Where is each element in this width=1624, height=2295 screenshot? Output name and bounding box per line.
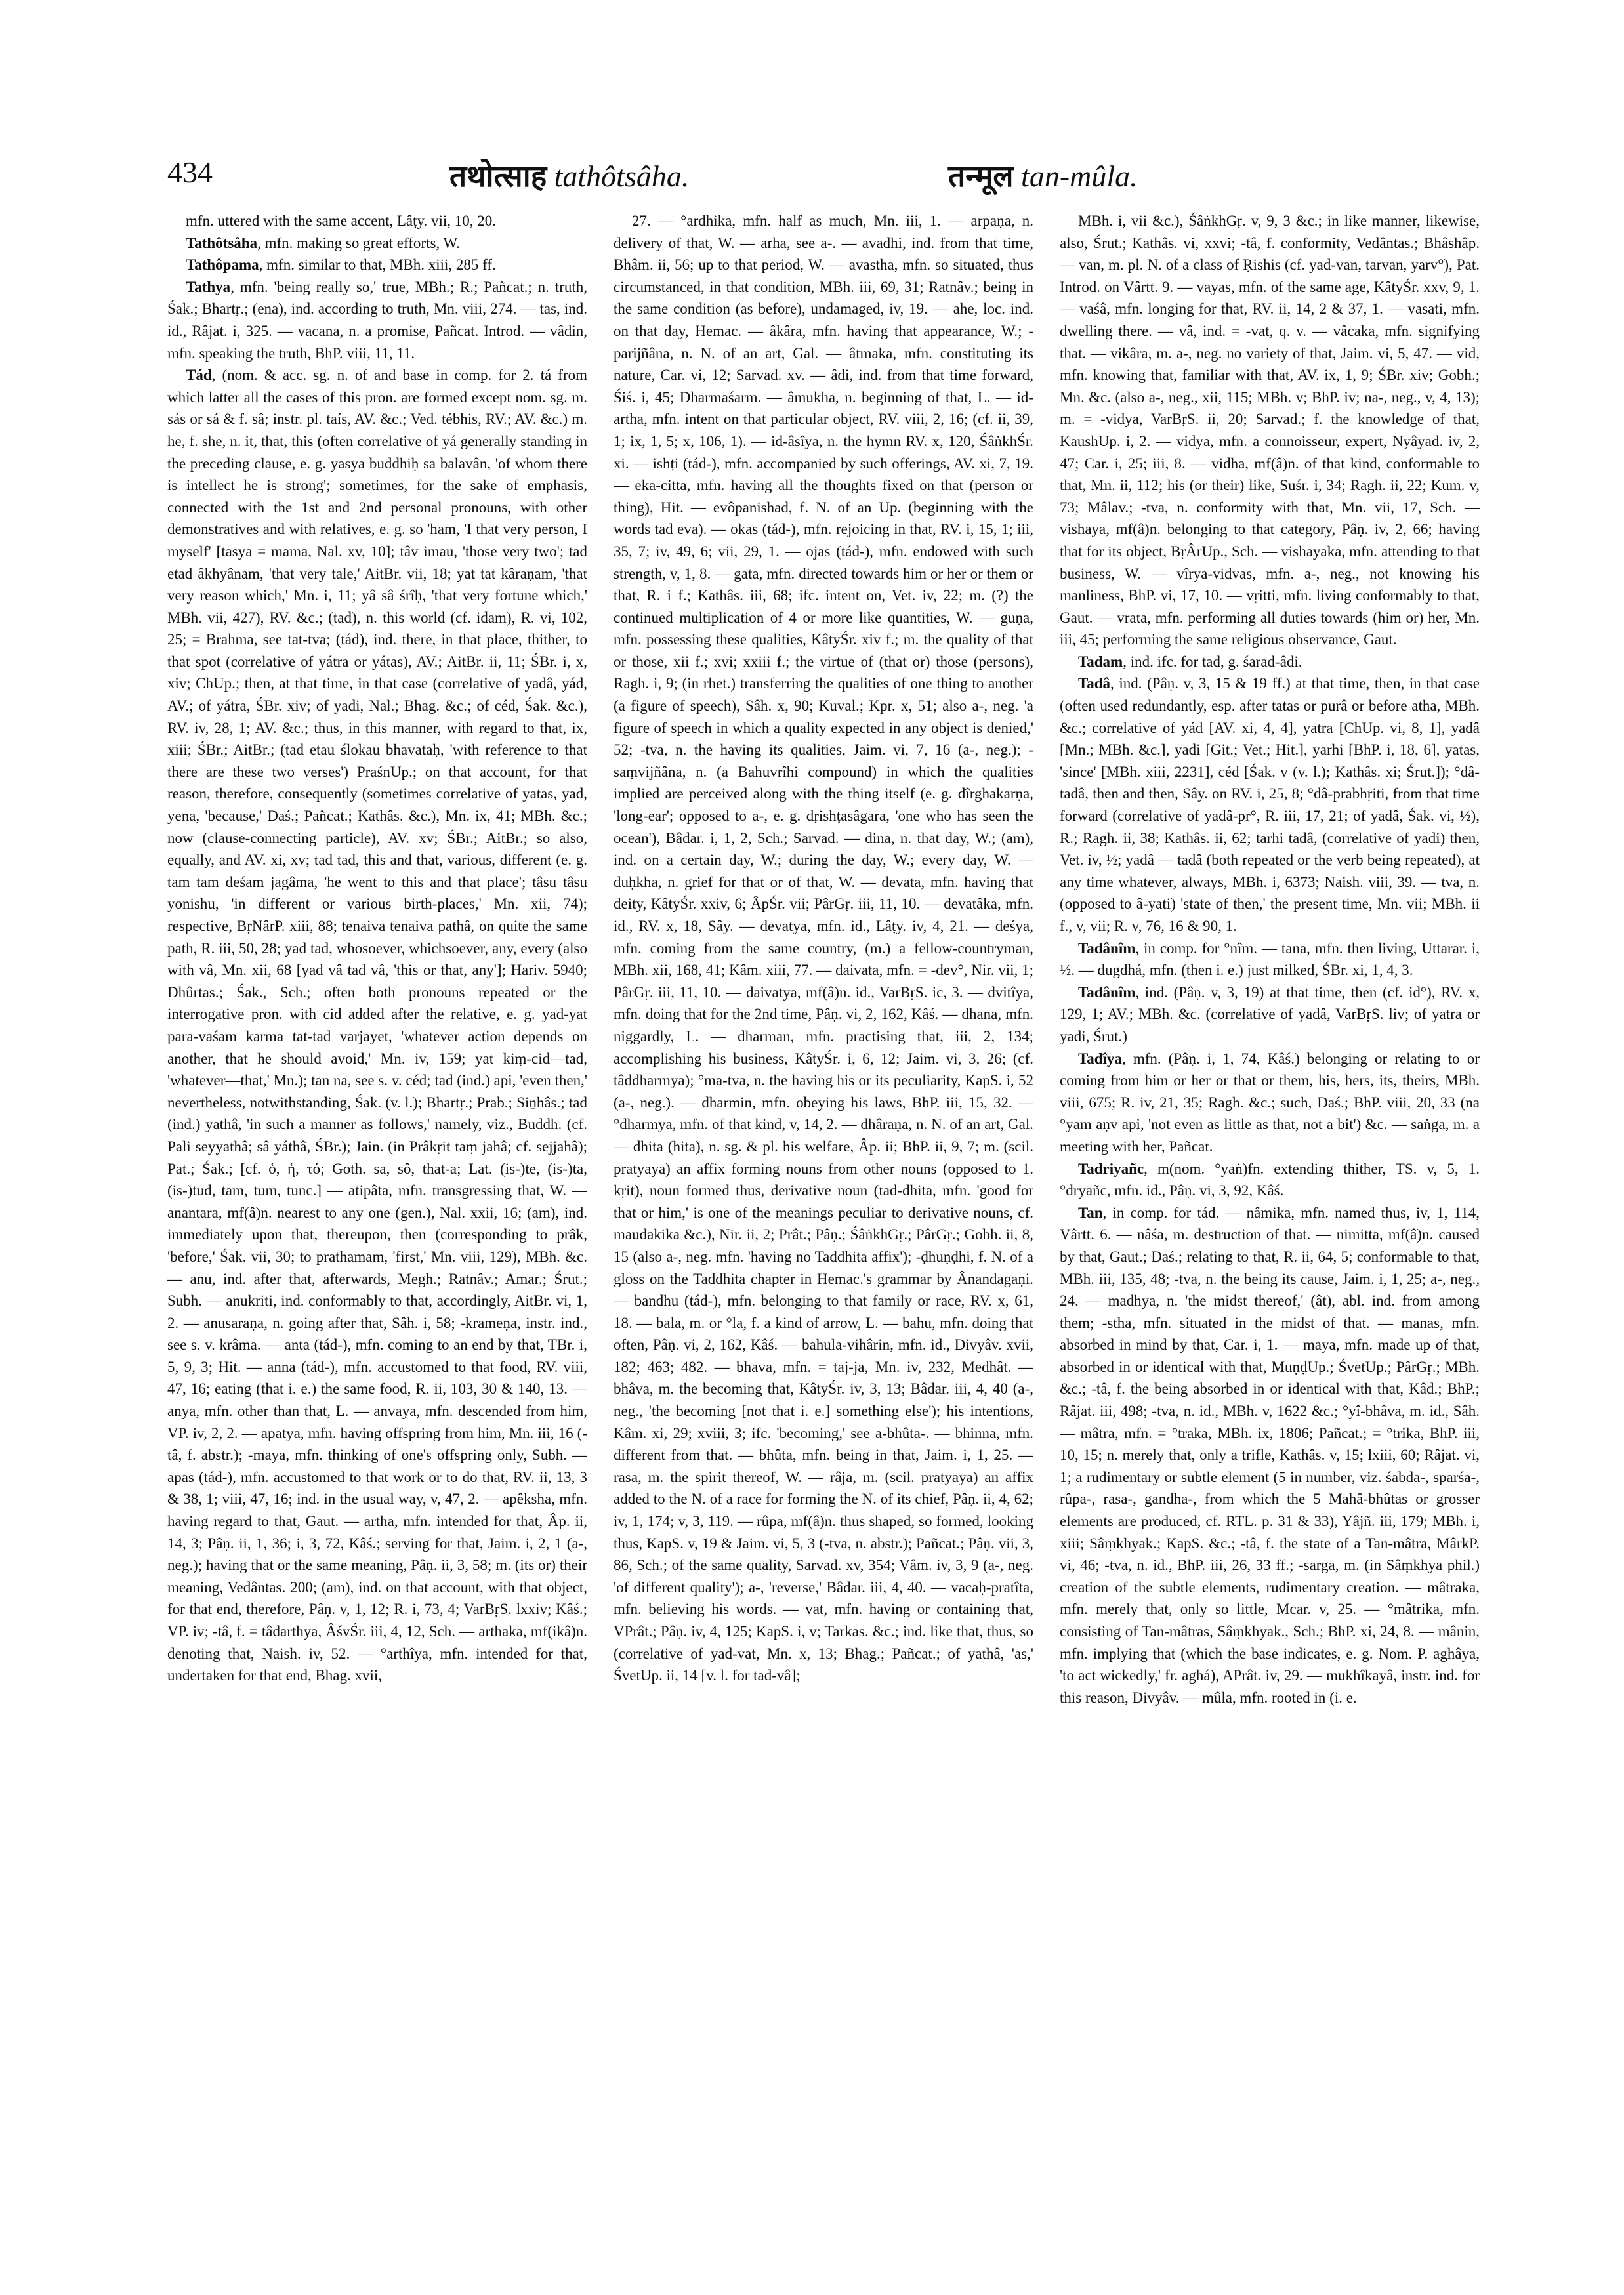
entry-text: , in comp. for tád. — nâmika, mfn. named thus, iv, 1, 114, Vârtt. 6. — nâśa, m. destruction of that. — nimitta, mf(â)n. caused by that, Gaut.; Daś.; relating to that, R. ii, 64, 5; conformable to that, MBh. iii, 135, 48; -tva, n. the being its cause, Jaim. i, 1, 25; a-, neg., 24. — madhya, n. 'the midst thereof,' (ât), abl. ind. from among them; -stha, mfn. situated in the midst of that. — manas, mfn. absorbed in mind by that, Car. i, 1. — maya, mfn. made up of that, absorbed in or identical with that, MuṇḍUp.; ŚvetUp.; PârGṛ.; MBh. &c.; -tâ, f. the being absorbed in or identical with that, Kâd.; BhP.; Râjat. iii, 498; -tva, n. id., MBh. v, 1622 &c.; °yî-bhâva, m. id., Sâh. — mâtra, mfn. = °traka, MBh. ix, 1806; Pañcat.; = °trika, BhP. iii, 10, 15; n. merely that, only a trifle, Kathâs. v, 15; lxiii, 60; Râjat. vi, 1; a rudimentary or subtle element (5 in number, viz. śabda-, sparśa-, rûpa-, rasa-, gandha-, from which the 5 Mahâ-bhûtas or grosser elements are produced, cf. RTL. p. 31 & 33), Yâjñ. iii, 179; MBh. i, xiii; Sâṃkhyak.; KapS. &c.; -tâ, f. the state of a Tan-mâtra, MârkP. vi, 46; -tva, n. id., BhP. iii, 26, 33 ff.; -sarga, m. (in Sâṃkhya phil.) creation of the subtle elements, rudimentary creation. — mâtraka, mfn. merely that, only so little, Mcar. v, 25. — °mâtrika, mfn. consisting of Tan-mâtras, Sâṃkhyak., Sch.; BhP. xi, 24, 8. — mânin, mfn. implying that (which the base indicates, e. g. Nom. P. aghâya, 'to act wickedly,' fr. aghá), APrât. iv, 29. — mukhîkayâ, instr. ind. for this reason, Divyâv. — mûla, mfn. rooted in (i. e. [1060,1204,1480,1706]
dictionary-entry [1060,1202,1480,1709]
running-head-left-translit: tathôtsâha. [554,159,690,193]
dictionary-entry [1060,672,1480,937]
entry-headword: Tadânîm [1078,983,1136,1001]
column-2 [614,210,1033,2264]
running-head-left-devanagari: तथोत्साह [449,159,547,193]
running-head-left [449,155,689,196]
dictionary-entry [1060,210,1480,651]
entry-text: , mfn. 'being really so,' true, MBh.; R.; Pañcat.; n. truth, Śak.; Bhartṛ.; (ena), ind. according to truth, Mn. viii, 274. — tas, ind. id., Râjat. i, 325. — vacana, n. a promise, Pañcat. Introd. — vâdin, mfn. speaking the truth, BhP. viii, 11, 11. [167,278,587,362]
entry-headword: Tadriyañc [1078,1160,1144,1177]
dictionary-entry [167,364,587,1687]
entry-headword: Tathya [186,278,231,295]
entry-text: , ind. (Pâṇ. v, 3, 15 & 19 ff.) at that time, then, in that case (often used redundantly, esp. after tatas or purâ or before atha, MBh. &c.; correlative of yád [AV. xi, 4, 4], yatra [ChUp. vi, 8, 1], yadâ [Mn.; MBh. &c.], yadi [Git.; Vet.; Hit.], yarhi [BhP. i, 18, 6], yatas, 'since' [MBh. xiii, 2231], céd [Śak. v (v. l.); Kathâs. xi; Śrut.]); °dâ-tadâ, then and then, Sây. on RV. i, 25, 8; °dâ-prabhṛiti, from that time forward (correlative of yadâ-pr°, R. iii, 17, 21; of yadâ, Śak. vi, ½), R.; Ragh. ii, 38; Kathâs. ii, 62; tarhi tadâ, (correlative of yadi) then, Vet. iv, ½; yadâ — tadâ (both repeated or the verb being repeated), at any time whatever, always, MBh. i, 6373; Naish. viii, 39. — tva, n. (opposed to â-yati) 'state of then,' the present time, Mn. vii; MBh. ii f., v, vii; R. v, 76, 16 & 90, 1. [1060,675,1480,934]
page-number: 434 [167,155,213,189]
entry-headword: Tathôpama [186,257,259,274]
entry-text: , (nom. & acc. sg. n. of and base in comp. for 2. tá from which latter all the cases of this pron. are formed except nom. sg. m. sás or sá & f. sâ; instr. pl. taís, AV. &c.; Ved. tébhis, RV.; AV. &c.) m. he, f. she, n. it, that, this (often correlative of yá generally standing in the preceding clause, e. g. yasya buddhiḥ sa balavân, 'of whom there is intellect he is strong'; sometimes, for the sake of emphasis, connected with the 1st and 2nd personal pronouns, with other demonstratives and with relatives, e. g. so 'ham, 'I that very person, I myself' [tasya = mama, Nal. xv, 10]; tâv imau, 'those very two'; tad etad âkhyânam, 'that very tale,' AitBr. vii, 18; yat tat kâraṇam, 'that very reason which,' Mn. i, 11; yâ sâ śrîḥ, 'that very fortune which,' MBh. vii, 427), RV. &c.; (tad), n. this world (cf. idam), R. vi, 102, 25; = Brahma, see tat-tva; (tád), ind. there, in that place, thither, to that spot (correlative of yátra or yátas), AV.; AitBr. ii, 11; ŚBr. i, x, xiv; ChUp.; then, at that time, in that case (correlative of yadâ, yád, AV.; of yátra, ŚBr. xiv; of yadi, Nal.; Bhag. &c.; of céd, Śak. &c.), RV. iv, 28, 1; AV. &c.; thus, in this manner, with regard to that, ix, xiii; ŚBr.; AitBr.; (tad etau ślokau bhavataḥ, 'with reference to that there are these two verses') PraśnUp.; on that account, for that reason, therefore, consequently (sometimes correlative of yatas, yad, yena, 'because,' Daś.; Pañcat.; Kathâs. &c.), Mn. ix, 41; MBh. &c.; now (clause-connecting particle), AV. xv; ŚBr.; AitBr.; so also, equally, and AV. xi, xv; tad tad, this and that, various, different (e. g. tam tam deśam jagâma, 'he went to this and that place'; tâsu tâsu yonishu, 'in different or various birth-places,' Mn. xii, 74); respective, BṛNârP. xiii, 88; tenaiva tenaiva pathâ, on quite the same path, R. iii, 50, 28; yad tad, whosoever, whichsoever, any, every (also with vâ, Mn. xii, 68 [yad vâ tad vâ, 'this or that, any']; Hariv. 5940; Dhûrtas.; Śak., Sch.; often both pronouns repeated or the interrogative pron. with cid added after the relative, e. g. yad-yat para-vaśam karma tat-tad varjayet, 'whatever action depends on another, that he should avoid,' Mn. iv, 159; yat kiṃ-cid—tad, 'whatever—that,' Mn.); tan na, see s. v. céd; tad (ind.) api, 'even then,' nevertheless, notwithstanding, Śak. (v. l.); Bhartṛ.; Prab.; Siṉhâs.; tad (ind.) yathâ, 'in such a manner as follows,' namely, viz., Buddh. (cf. Pali seyyathâ; sâ yáthâ, ŚBr.); Jain. (in Prâkṛit taṃ jahâ; cf. sejjahâ); Pat.; Śak.; [cf. ὁ, ἡ, τό; Goth. sa, sô, that-a; Lat. (is-)te, (is-)ta, (is-)tud, tam, tum, tunc.] — atipâta, mfn. transgressing that, W. — anantara, mf(â)n. nearest to any one (gen.), Nal. xxii, 16; (am), ind. immediately upon that, thereupon, then (corresponding to prâk, 'before,' Śak. vii, 30; to prathamam, 'first,' Mn. viii, 129), MBh. &c. — anu, ind. after that, afterwards, Megh.; Ratnâv.; Amar.; Śrut.; Subh. — anukriti, ind. conformably to that, accordingly, AitBr. vi, 1, 2. — anusaraṇa, n. going after that, Sâh. i, 58; -krameṇa, instr. ind., see s. v. krâma. — anta (tád-), mfn. coming to an end by that, TBr. i, 5, 9, 3; Hit. — anna (tád-), mfn. accustomed to that food, RV. viii, 47, 16; eating (that i. e.) the same food, R. ii, 103, 30 & 140, 13. — anya, mfn. other than that, L. — anvaya, mfn. descended from him, VP. iv, 2, 2. — apatya, mfn. having offspring from him, Mn. iii, 16 (-tâ, f. abstr.); -maya, mfn. thinking of one's offspring only, Subh. — apas (tád-), mfn. accustomed to that work or to do that, RV. ii, 13, 3 & 38, 1; viii, 47, 16; ind. in the usual way, v, 47, 2. — apêksha, mfn. having regard to that, Gaut. — artha, mfn. intended for that, Âp. ii, 14, 3; Pâṇ. ii, 1, 36; i, 3, 72, Kâś.; serving for that, Jaim. i, 2, 1 (a-, neg.); having that or the same meaning, Pâṇ. ii, 3, 58; m. (its or) their meaning, Vedântas. 200; (am), ind. on that account, with that object, for that end, therefore, Pâṇ. v, 1, 12; R. i, 73, 4; VarBṛS. lxxiv; Kâś.; VP. iv; -tâ, f. = tâdarthya, ÂśvŚr. iii, 4, 12, Sch. — arthaka, mf(ikâ)n. denoting that, Naish. iv, 52. — °arthîya, mfn. intended for that, undertaken for that end, Bhag. xvii, [167,367,587,1684]
page-header [167,155,1624,201]
entry-headword: Tadîya [1078,1050,1122,1067]
running-head-right-translit: tan-mûla. [1021,159,1138,193]
dictionary-entry [1060,1158,1480,1202]
entry-headword: Tathôtsâha [186,234,258,251]
entry-text: , ind. (Pâṇ. v, 3, 19) at that time, then (cf. id°), RV. x, 129, 1; AV.; MBh. &c. (correlative of yadâ, VarBṛS. liv; of yatra or yadi, Śrut.) [1060,983,1480,1044]
dictionary-entry [167,254,587,276]
running-head-right-devanagari: तन्मूल [948,159,1014,193]
dictionary-entry [167,276,587,364]
entry-text: , in comp. for °nîm. — tana, mfn. then living, Uttarar. i, ½. — dugdhá, mfn. (then i. e.) just milked, ŚBr. xi, 1, 4, 3. [1060,940,1480,979]
column-3 [1060,210,1480,2264]
entry-headword: Tadânîm [1078,940,1136,957]
dictionary-entry [1060,651,1480,673]
dictionary-entry [1060,982,1480,1048]
entry-text: mfn. uttered with the same accent, Lâṭy. vii, 10, 20. [186,213,497,229]
entry-text: , ind. ifc. for tad, g. śarad-âdi. [1123,653,1302,670]
entry-text: , mfn. (Pâṇ. i, 1, 74, Kâś.) belonging or relating to or coming from him or her or that or them, his, hers, its, theirs, MBh. viii, 675; R. iv, 21, 35; Ragh. &c.; such, Daś.; BhP. viii, 20, 33 (na °yam aṇv api, 'not even as little as that, not a bit') &c. — saṅga, m. a meeting with her, Pañcat. [1060,1050,1480,1155]
entry-headword: Tád [186,367,212,384]
dictionary-entry [1060,938,1480,982]
entry-headword: Tadam [1078,653,1123,670]
entry-text: , mfn. similar to that, MBh. xiii, 285 ff. [259,257,496,274]
dictionary-entry [614,210,1033,1687]
entry-text: MBh. i, vii &c.), ŚâṅkhGṛ. v, 9, 3 &c.; in like manner, likewise, also, Śrut.; Kathâs. vi, xxvi; -tâ, f. conformity, Vedântas.; Bhâshâp. — van, m. pl. N. of a class of Ṛishis (cf. yad-van, tarvan, yarv°), Pat. Introd. on Vârtt. 9. — vayas, mfn. of the same age, KâtyŚr. xxv, 9, 1. — vaśâ, mfn. longing for that, RV. ii, 14, 2 & 37, 1. — vasati, mfn. dwelling there. — vâ, ind. = -vat, q. v. — vâcaka, mfn. signifying that. — vikâra, m. a-, neg. no variety of that, Jaim. vi, 5, 47. — vid, mfn. knowing that, familiar with that, AV. ix, 1, 9; ŚBr. xiv; Gobh.; Mn. &c. (also a-, neg., xii, 115; MBh. v; BhP. iv; na-, neg., v, 4, 13); m. = -vidya, VarBṛS. ii, 20; Sarvad.; f. the knowledge of that, KaushUp. i, 2. — vidya, mfn. a connoisseur, expert, Nyâyad. iv, 2, 47; Car. i, 25; iii, 8. — vidha, mf(â)n. of that kind, conformable to that, Mn. ii, 112; his (or their) like, Suśr. i, 34; Ragh. ii, 22; Kum. v, 73; Mâlav.; -tva, n. conformity with that, Mn. vii, 17, Sch. — vishaya, mf(â)n. belonging to that category, Pâṇ. iv, 2, 66; having that for its object, BṛÂrUp., Sch. — vishayaka, mfn. attending to that business, W. — vîrya-vidvas, mfn. a-, neg., not knowing his manliness, BhP. vi, 17, 10. — vṛitti, mfn. living conformably to that, Gaut. — vrata, mfn. performing all duties towards (him or) her, Mn. iii, 45; performing the same religious observance, Gaut. [1060,213,1480,648]
dictionary-entry [167,210,587,232]
entry-text: 27. — °ardhika, mfn. half as much, Mn. iii, 1. — arpaṇa, n. delivery of that, W. — arha, see a-. — avadhi, ind. from that time, Bhâm. ii, 56; up to that period, W. — avastha, mfn. so situated, thus circumstanced, in that condition, MBh. iii, 69, 31; Ratnâv.; being in the same condition (as before), undamaged, iv, 19. — ahe, loc. ind. on that day, Hemac. — âkâra, mfn. having that appearance, W.; -parijñâna, n. N. of an art, Gal. — âtmaka, mfn. constituting its nature, Car. vi, 12; Sarvad. xv. — âdi, ind. from that time forward, Śiś. i, 45; Dharmaśarm. — âmukha, n. beginning of that, L. — id-artha, mfn. intent on that particular object, RV. viii, 2, 16; (cf. ii, 39, 1; ix, 1, 5; x, 106, 1). — id-âsîya, n. the hymn RV. x, 120, ŚâṅkhŚr. xi. — ishṭi (tád-), mfn. accompanied by such offerings, AV. xi, 7, 19. — eka-citta, mfn. having all the thoughts fixed on that (person or thing), Hit. — evôpanishad, f. N. of an Up. (beginning with the words tad eva). — okas (tád-), mfn. rejoicing in that, RV. i, 15, 1; iii, 35, 7; iv, 49, 6; vii, 29, 1. — ojas (tád-), mfn. endowed with such strength, v, 1, 8. — gata, mfn. directed towards him or her or them or that, R. i f.; Kathâs. iii, 68; ifc. intent on, Vet. iv, 22; m. (?) the continued multiplication of 4 or more like quantities, W. — guṇa, mfn. possessing these qualities, KâtyŚr. xiv f.; m. the quality of that or those, xii f.; xvi; xxiii f.; the virtue of (that or) those (persons), Ragh. i, 9; (in rhet.) transferring the qualities of one thing to another (a figure of speech), Sâh. x, 90; Kuval.; Kpr. x, 51; also a-, neg. 'a figure of speech in which a quality expected in any object is denied,' 52; -tva, n. the having its qualities, Jaim. vi, 7, 16 (a-, neg.); -saṃvijñâna, n. (a Bahuvrîhi compound) in which the qualities implied are perceived along with the thing itself (e. g. dîrghakarṇa, 'long-ear'; opposed to a-, e. g. dṛishṭasâgara, 'one who has seen the ocean'), Bâdar. i, 1, 2, Sch.; Sarvad. — dina, n. that day, W.; (am), ind. on a certain day, W.; during the day, W.; every day, W. — duḥkha, n. grief for that or of that, W. — devata, mfn. having that deity, KâtyŚr. xxiv, 6; ÂpŚr. vii; PârGṛ. iii, 11, 10. — devatâka, mfn. id., RV. x, 18, Sây. — devatya, mfn. id., Lâṭy. iv, 4, 21. — deśya, mfn. coming from the same country, (m.) a fellow-countryman, MBh. xii, 168, 41; Kâm. xiii, 77. — daivata, mfn. = -dev°, Nir. vii, 1; PârGṛ. iii, 11, 10. — daivatya, mf(â)n. id., VarBṛS. ic, 3. — dvitîya, mfn. doing that for the 2nd time, Pâṇ. vi, 2, 162, Kâś. — dhana, mfn. niggardly, L. — dharman, mfn. practising that, iii, 2, 134; accomplishing his business, KâtyŚr. i, 6, 12; Jaim. vi, 3, 26; (cf. tâddharmya); °ma-tva, n. the having his or its peculiarity, KapS. i, 52 (a-, neg.). — dharmin, mfn. obeying his laws, BhP. iii, 15, 32. — °dharmya, mfn. of that kind, v, 14, 2. — dhâraṇa, n. N. of an art, Gal. — dhita (hita), n. sg. & pl. his welfare, Âp. ii; BhP. ii, 9, 7; m. (scil. pratyaya) an affix forming nouns from other nouns (opposed to 1. kṛit), noun formed thus, derivative noun (tad-dhita, mfn. 'good for that or him,' is one of the meanings peculiar to derivative nouns, cf. maudakika &c.), Nir. ii, 2; Prât.; Pâṇ.; ŚâṅkhGṛ.; PârGṛ.; Gobh. ii, 8, 15 (also a-, neg. mfn. 'having no Taddhita affix'); -ḍhuṇḍhi, f. N. of a gloss on the Taddhita chapter in Hemac.'s grammar by Ânandagaṇi. — bandhu (tád-), mfn. belonging to that family or race, RV. x, 61, 18. — bala, m. or °la, f. a kind of arrow, L. — bahu, mfn. doing that often, Pâṇ. vi, 2, 162, Kâś. — bahula-vihârin, mfn. id., Divyâv. xvii, 182; 463; 482. — bhava, mfn. = taj-ja, Mn. iv, 232, Medhât. — bhâva, m. the becoming that, KâtyŚr. iv, 3, 13; Bâdar. iii, 4, 40 (a-, neg., 'the becoming [not that i. e.] something else'); his intentions, Kâm. xi, 29; xviii, 3; ifc. 'becoming,' see a-bhûta-. — bhinna, mfn. different from that. — bhûta, mfn. being in that, Jaim. i, 1, 25. — rasa, m. the spirit thereof, W. — râja, m. (scil. pratyaya) an affix added to the N. of a race for forming the N. of its chief, Pâṇ. ii, 4, 62; iv, 1, 174; v, 3, 119. — rûpa, mf(â)n. thus shaped, so formed, looking thus, KapS. v, 19 & Jaim. vi, 5, 3 (-tva, n. abstr.); Pañcat.; Pâṇ. vii, 3, 86, Sch.; of the same quality, Sarvad. xv, 354; Vâm. iv, 3, 9 (a-, neg. 'of different quality'); a-, 'reverse,' Bâdar. iii, 4, 40. — vacaḥ-pratîta, mfn. believing his words. — vat, mfn. having or containing that, VPrât.; Pâṇ. iv, 4, 125; KapS. i, v; Tarkas. &c.; ind. like that, thus, so (correlative of yad-vat, Mn. x, 13; Bhag.; Pañcat.; of yathâ, 'as,' ŚvetUp. ii, 14 [v. l. for tad-vâ]; [614,213,1033,1684]
entry-text: , m(nom. °yaṅ)fn. extending thither, TS. v, 5, 1. °dryañc, mfn. id., Pâṇ. vi, 3, 92, Kâś. [1060,1160,1480,1199]
dictionary-entry [167,232,587,255]
entry-headword: Tan [1078,1204,1103,1221]
column-1 [167,210,587,2264]
entry-text: , mfn. making so great efforts, W. [257,234,460,251]
dictionary-entry [1060,1048,1480,1158]
running-head-right [948,155,1138,196]
entry-headword: Tadâ [1078,675,1111,692]
